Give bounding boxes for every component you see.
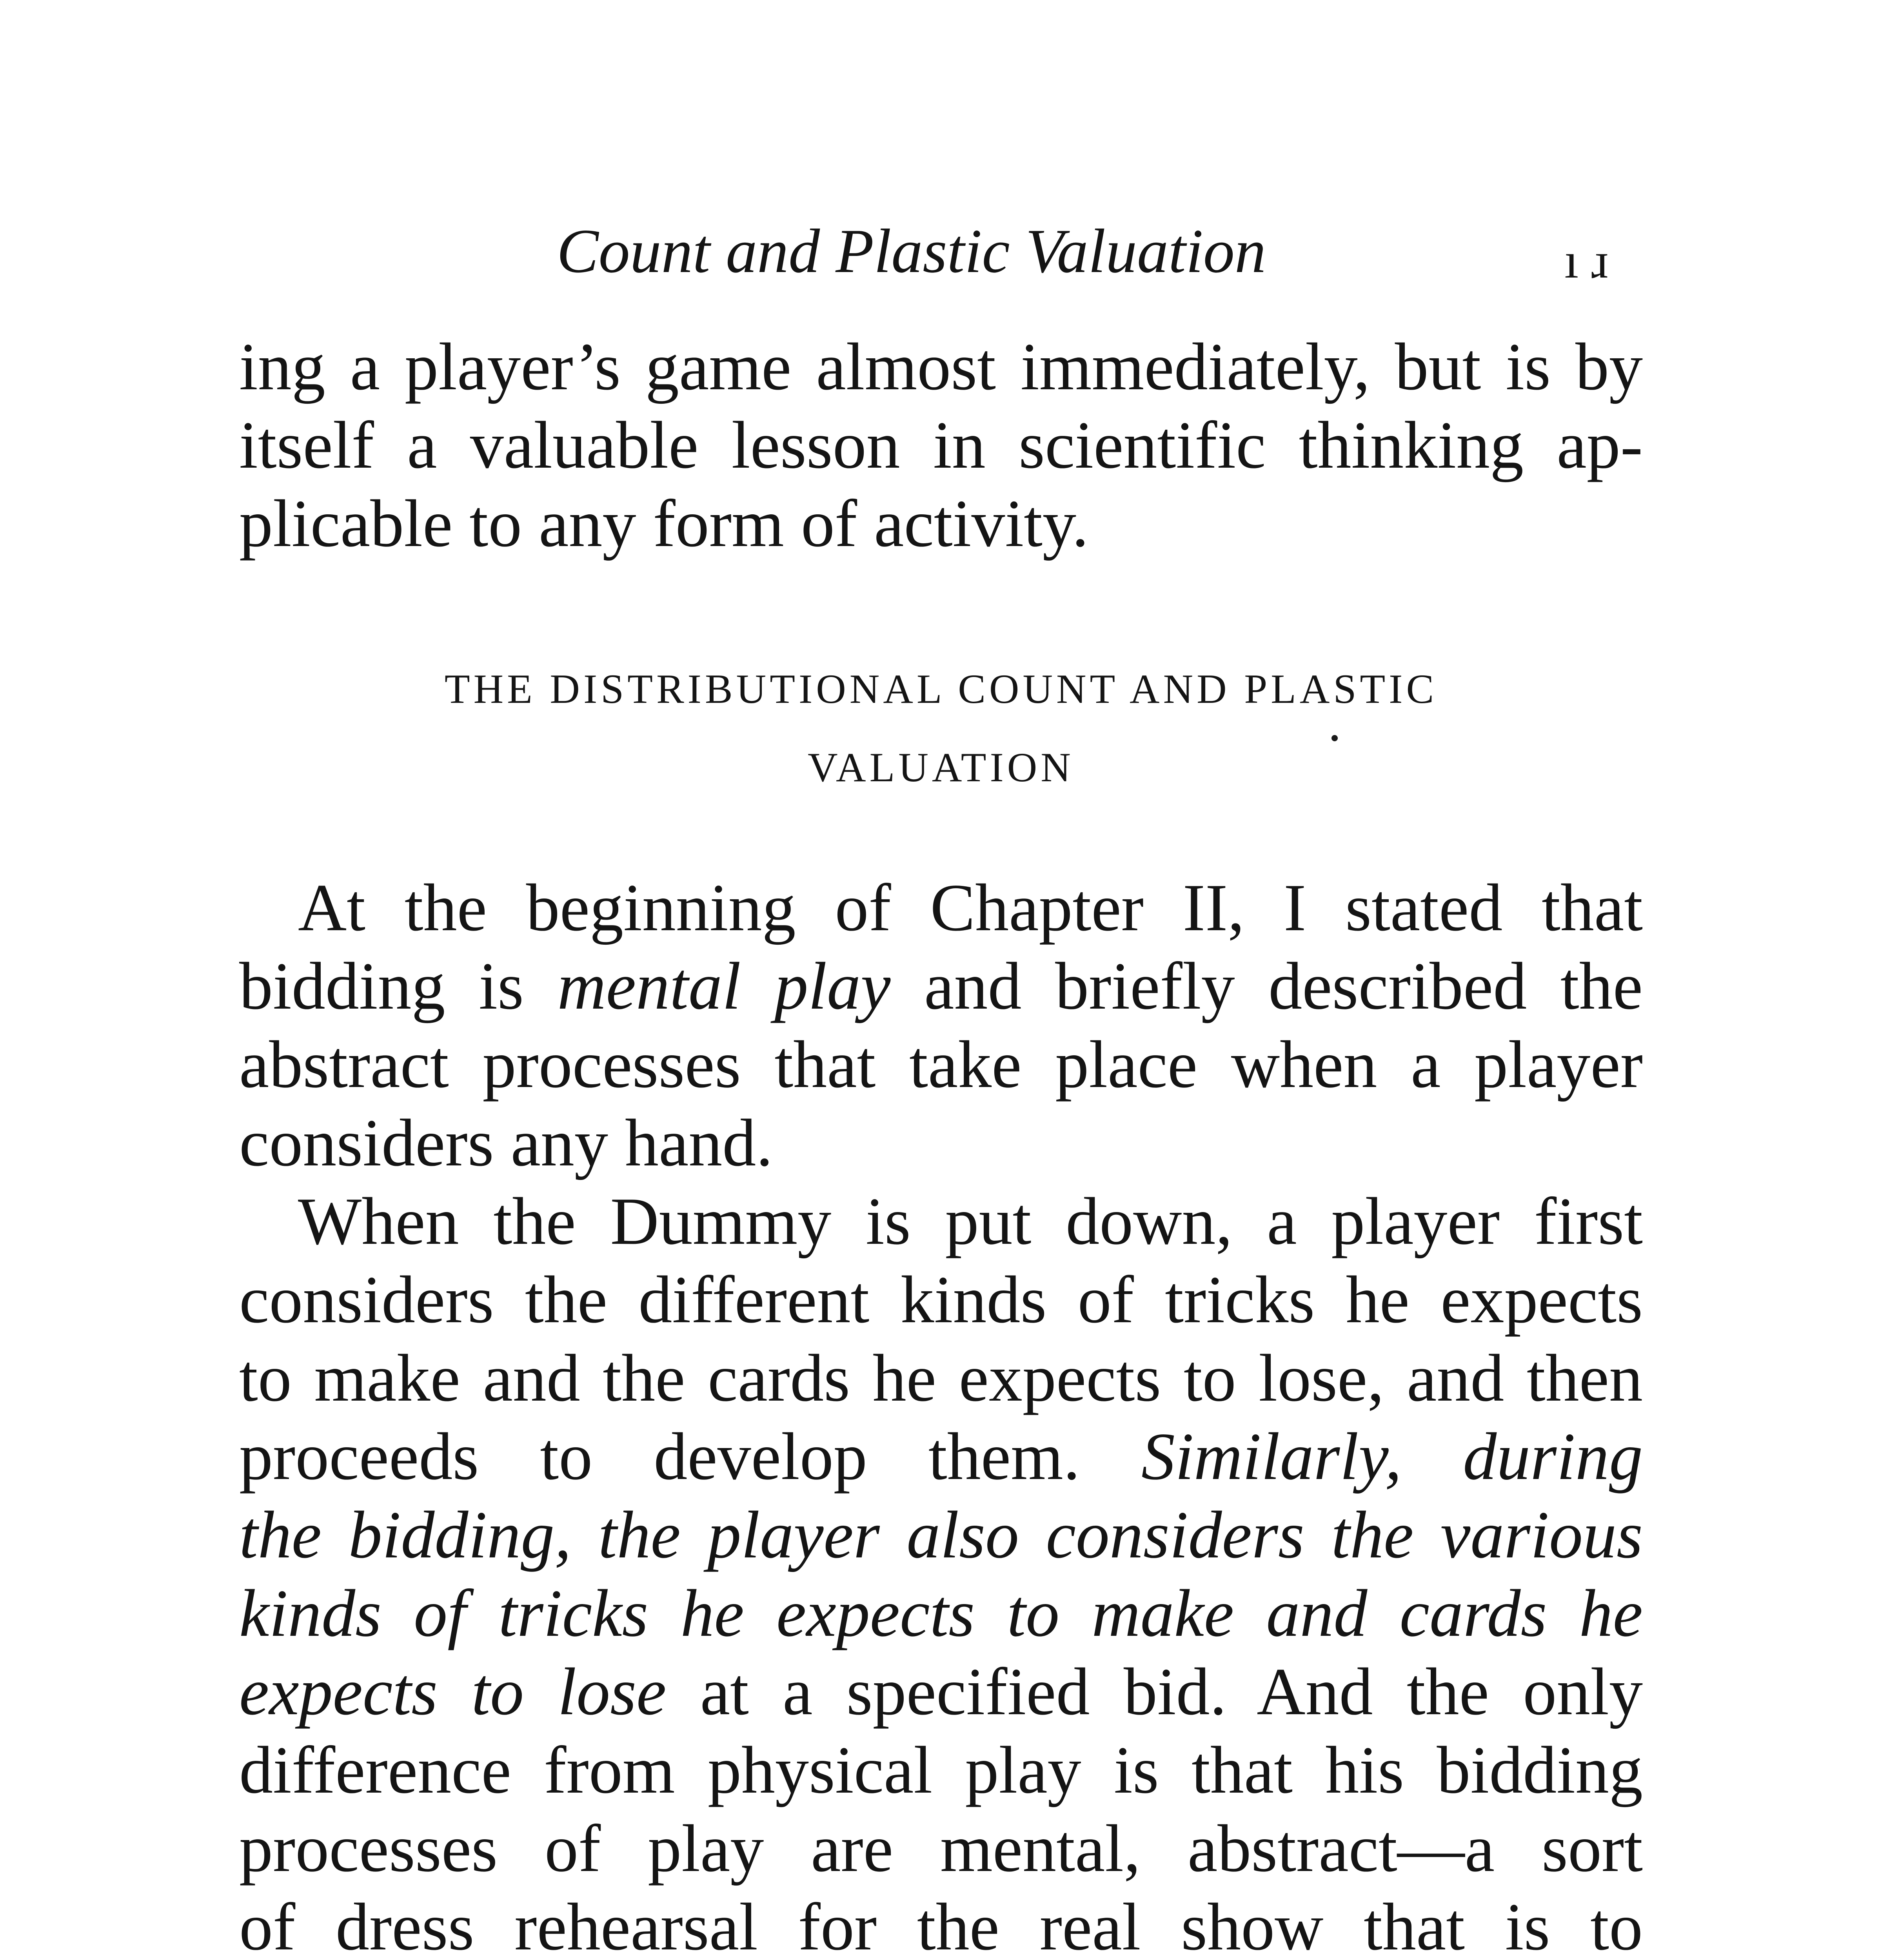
text-line: of dress rehearsal for the real show that is to <box>239 1890 1643 1960</box>
text-line-with-italic: bidding is mental play and briefly described the <box>239 949 1643 1024</box>
text-line: plicable to any form of activity. <box>239 486 1089 561</box>
text-line-with-italic: kinds of tricks he expects to make and cards he <box>239 1576 1643 1651</box>
text-line-with-italic: the bidding, the player also considers the various <box>239 1498 1643 1572</box>
text-line: processes of play are mental, abstract—a sort <box>239 1811 1643 1886</box>
text-line: considers the different kinds of tricks he expects <box>239 1263 1643 1337</box>
running-head-title: Count and Plastic Valuation <box>557 216 1266 286</box>
text-line: difference from physical play is that his bidding <box>239 1733 1643 1808</box>
section-heading-line-1: THE DISTRIBUTIONAL COUNT AND PLASTIC <box>444 666 1438 712</box>
text-line: considers any hand. <box>239 1106 773 1180</box>
page-number-mark: ı ɹ <box>1564 232 1608 289</box>
text-line: ing a player’s game almost immediately, but is by <box>239 330 1643 404</box>
text-line-with-italic: expects to lose at a specified bid. And the only <box>239 1655 1643 1729</box>
text-line: abstract processes that take place when a player <box>239 1027 1643 1102</box>
print-speck <box>1331 735 1338 741</box>
text-line: to make and the cards he expects to lose, and then <box>239 1341 1643 1416</box>
text-line: itself a valuable lesson in scientific thinking ap- <box>239 408 1643 483</box>
section-heading-line-2: VALUATION <box>808 744 1074 790</box>
text-line: At the beginning of Chapter II, I stated that <box>298 871 1643 945</box>
text-line: When the Dummy is put down, a player first <box>298 1184 1643 1259</box>
text-line-with-italic: proceeds to develop them. Similarly, during <box>239 1419 1643 1494</box>
